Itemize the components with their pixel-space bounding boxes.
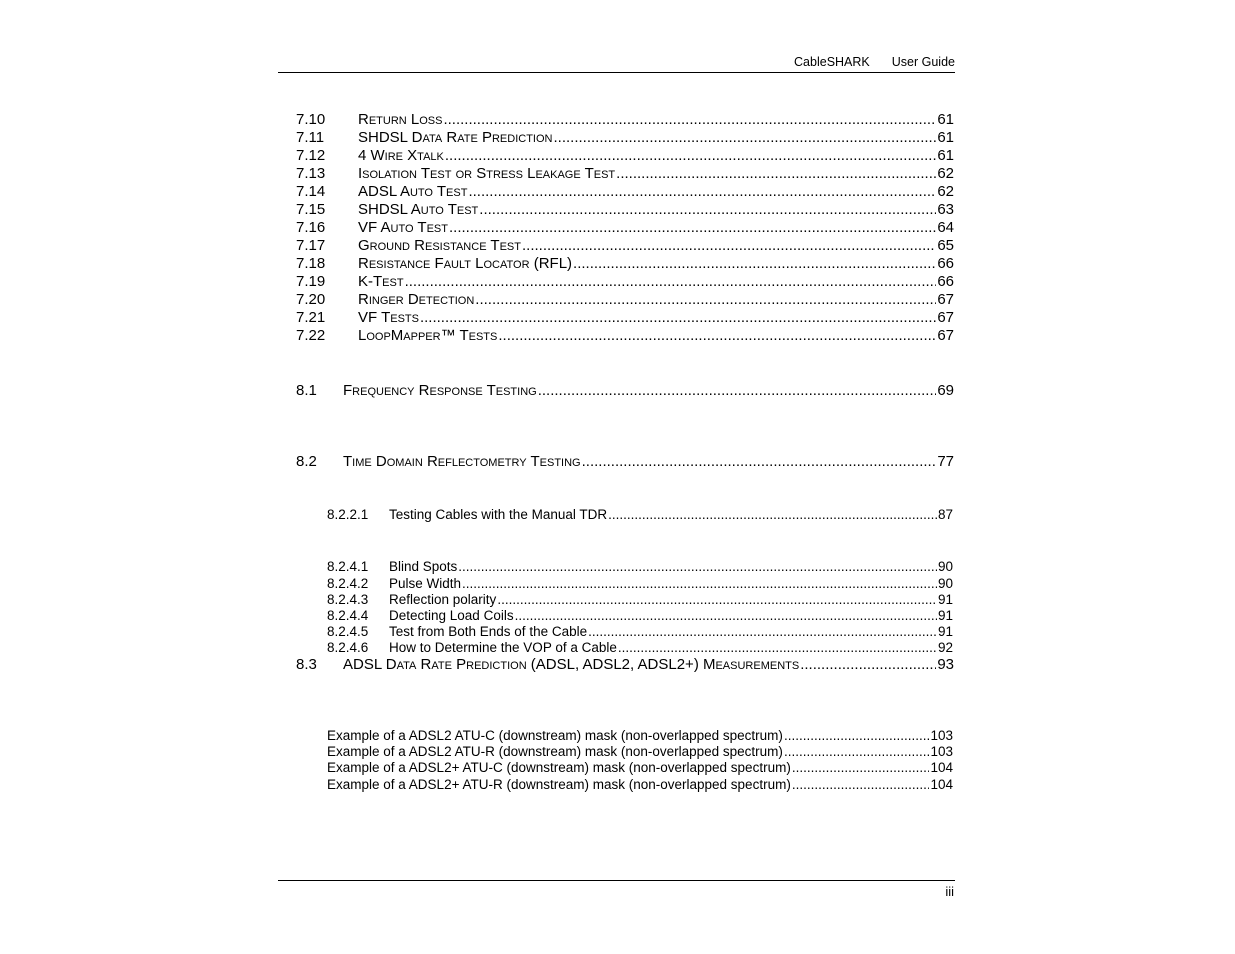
toc-title: K-Test — [358, 273, 404, 290]
toc-number: 8.2.4.2 — [327, 576, 369, 591]
toc-page: 91 — [937, 624, 953, 639]
toc-number: 7.15 — [296, 201, 326, 218]
toc-title: VF Tests — [358, 309, 419, 326]
toc-entry[interactable] — [296, 129, 954, 147]
toc-page: 61 — [937, 111, 954, 128]
toc-entry[interactable] — [296, 111, 954, 129]
toc-number: 7.14 — [296, 183, 326, 200]
toc-page: 64 — [937, 219, 954, 236]
toc-title: LoopMapper™ Tests — [358, 327, 498, 344]
toc-entry[interactable] — [327, 640, 953, 656]
toc-page: 62 — [937, 183, 954, 200]
figure-title: Example of a ADSL2 ATU-C (downstream) mask (non-overlapped spectrum) — [327, 728, 783, 743]
toc-title: Pulse Width — [389, 576, 462, 591]
toc-page: 61 — [937, 147, 954, 164]
figure-entry[interactable] — [327, 760, 953, 776]
toc-leader — [618, 640, 937, 656]
toc-number: 8.2.2.1 — [327, 507, 369, 522]
toc-leader — [445, 147, 936, 165]
toc-leader — [443, 111, 936, 129]
toc-title: ADSL Data Rate Prediction (ADSL, ADSL2, ADSL2+) Measurements — [343, 656, 800, 673]
toc-title: SHDSL Data Rate Prediction — [358, 129, 553, 146]
figure-page: 104 — [930, 760, 953, 775]
toc-number: 7.12 — [296, 147, 326, 164]
toc-page: 61 — [937, 129, 954, 146]
toc-entry[interactable] — [296, 327, 954, 345]
figure-title: Example of a ADSL2+ ATU-C (downstream) mask (non-overlapped spectrum) — [327, 760, 791, 775]
toc-page: 67 — [937, 309, 954, 326]
page-number: iii — [945, 884, 954, 899]
figure-title: Example of a ADSL2 ATU-R (downstream) mask (non-overlapped spectrum) — [327, 744, 783, 759]
page-header — [278, 54, 955, 73]
toc-leader — [515, 608, 937, 624]
toc-title: Resistance Fault Locator (RFL) — [358, 255, 573, 272]
toc-leader — [588, 624, 937, 640]
toc-entry[interactable] — [327, 507, 953, 523]
toc-leader — [608, 507, 937, 523]
toc-number: 7.16 — [296, 219, 326, 236]
toc-leader — [538, 382, 937, 400]
toc-entry[interactable] — [296, 147, 954, 165]
toc-leader — [573, 255, 936, 273]
toc-page: 65 — [937, 237, 954, 254]
toc-leader — [792, 777, 930, 793]
toc-title: How to Determine the VOP of a Cable — [389, 640, 617, 655]
toc-title: 4 Wire Xtalk — [358, 147, 444, 164]
toc-title: Blind Spots — [389, 559, 458, 574]
toc-number: 7.18 — [296, 255, 326, 272]
toc-page: 91 — [937, 608, 953, 623]
toc-entry[interactable] — [327, 559, 953, 575]
toc-title: VF Auto Test — [358, 219, 448, 236]
toc-leader — [553, 129, 936, 147]
toc-title: Test from Both Ends of the Cable — [389, 624, 588, 639]
toc-entry[interactable] — [296, 291, 954, 309]
toc-number: 7.20 — [296, 291, 326, 308]
toc-page: 69 — [937, 382, 954, 399]
toc-entry[interactable] — [327, 576, 953, 592]
header-product: CableSHARK — [794, 55, 870, 69]
toc-leader — [784, 728, 930, 744]
toc-entry[interactable] — [296, 273, 954, 291]
toc-title: Testing Cables with the Manual TDR — [389, 507, 608, 522]
toc-page: 62 — [937, 165, 954, 182]
toc-number: 8.1 — [296, 382, 317, 399]
footer-rule — [278, 880, 955, 881]
toc-leader — [458, 559, 937, 575]
toc-leader — [522, 237, 936, 255]
header-doc-title: User Guide — [891, 55, 955, 69]
toc-title: Isolation Test or Stress Leakage Test — [358, 165, 616, 182]
toc-title: ADSL Auto Test — [358, 183, 468, 200]
toc-leader — [420, 309, 936, 327]
toc-title: Ground Resistance Test — [358, 237, 521, 254]
toc-page: 63 — [937, 201, 954, 218]
toc-entry[interactable] — [327, 624, 953, 640]
figure-entry[interactable] — [327, 744, 953, 760]
toc-number: 7.10 — [296, 111, 326, 128]
figure-entry[interactable] — [327, 728, 953, 744]
toc-title: Detecting Load Coils — [389, 608, 514, 623]
toc-entry[interactable] — [296, 382, 954, 400]
toc-entry[interactable] — [327, 608, 953, 624]
toc-entry[interactable] — [296, 237, 954, 255]
toc-leader — [468, 183, 936, 201]
toc-title: Reflection polarity — [389, 592, 497, 607]
toc-title: Ringer Detection — [358, 291, 475, 308]
figure-page: 103 — [930, 728, 953, 743]
toc-leader — [405, 273, 937, 291]
toc-entry[interactable] — [296, 453, 954, 471]
toc-number: 7.22 — [296, 327, 326, 344]
toc-leader — [497, 592, 937, 608]
toc-title: Time Domain Reflectometry Testing — [343, 453, 581, 470]
figure-entry[interactable] — [327, 777, 953, 793]
toc-leader — [449, 219, 936, 237]
toc-leader — [479, 201, 936, 219]
toc-number: 8.2.4.6 — [327, 640, 369, 655]
toc-number: 7.21 — [296, 309, 326, 326]
toc-page: 67 — [937, 327, 954, 344]
toc-page: 92 — [937, 640, 953, 655]
toc-number: 8.2.4.4 — [327, 608, 369, 623]
toc-leader — [792, 760, 930, 776]
figure-page: 104 — [930, 777, 953, 792]
toc-title: Return Loss — [358, 111, 443, 128]
toc-number: 8.2.4.5 — [327, 624, 369, 639]
toc-leader — [784, 744, 930, 760]
toc-page: 67 — [937, 291, 954, 308]
toc-leader — [800, 656, 936, 674]
toc-entry[interactable] — [296, 309, 954, 327]
toc-entry[interactable] — [296, 219, 954, 237]
toc-title: Frequency Response Testing — [343, 382, 537, 399]
toc-leader — [462, 576, 937, 592]
toc-page: 91 — [937, 592, 953, 607]
figure-page: 103 — [930, 744, 953, 759]
toc-page: 77 — [937, 453, 954, 470]
toc-number: 7.19 — [296, 273, 326, 290]
toc-entry[interactable] — [327, 592, 953, 608]
toc-number: 7.13 — [296, 165, 326, 182]
toc-entry[interactable] — [296, 183, 954, 201]
toc-leader — [582, 453, 937, 471]
toc-number: 8.2.4.1 — [327, 559, 369, 574]
toc-entry[interactable] — [296, 656, 954, 674]
toc-page: 90 — [937, 576, 953, 591]
toc-entry[interactable] — [296, 255, 954, 273]
toc-entry[interactable] — [296, 201, 954, 219]
toc-entry[interactable] — [296, 165, 954, 183]
figure-title: Example of a ADSL2+ ATU-R (downstream) mask (non-overlapped spectrum) — [327, 777, 791, 792]
toc-leader — [475, 291, 936, 309]
toc-page: 87 — [937, 507, 953, 522]
toc-number: 8.2.4.3 — [327, 592, 369, 607]
toc-page: 66 — [937, 255, 954, 272]
toc-page: 90 — [937, 559, 953, 574]
toc-number: 8.3 — [296, 656, 317, 673]
toc-number: 7.11 — [296, 129, 325, 146]
toc-page: 66 — [937, 273, 954, 290]
toc-leader — [498, 327, 936, 345]
toc-leader — [616, 165, 936, 183]
toc-page: 93 — [937, 656, 954, 673]
toc-number: 8.2 — [296, 453, 317, 470]
toc-title: SHDSL Auto Test — [358, 201, 479, 218]
toc-number: 7.17 — [296, 237, 326, 254]
